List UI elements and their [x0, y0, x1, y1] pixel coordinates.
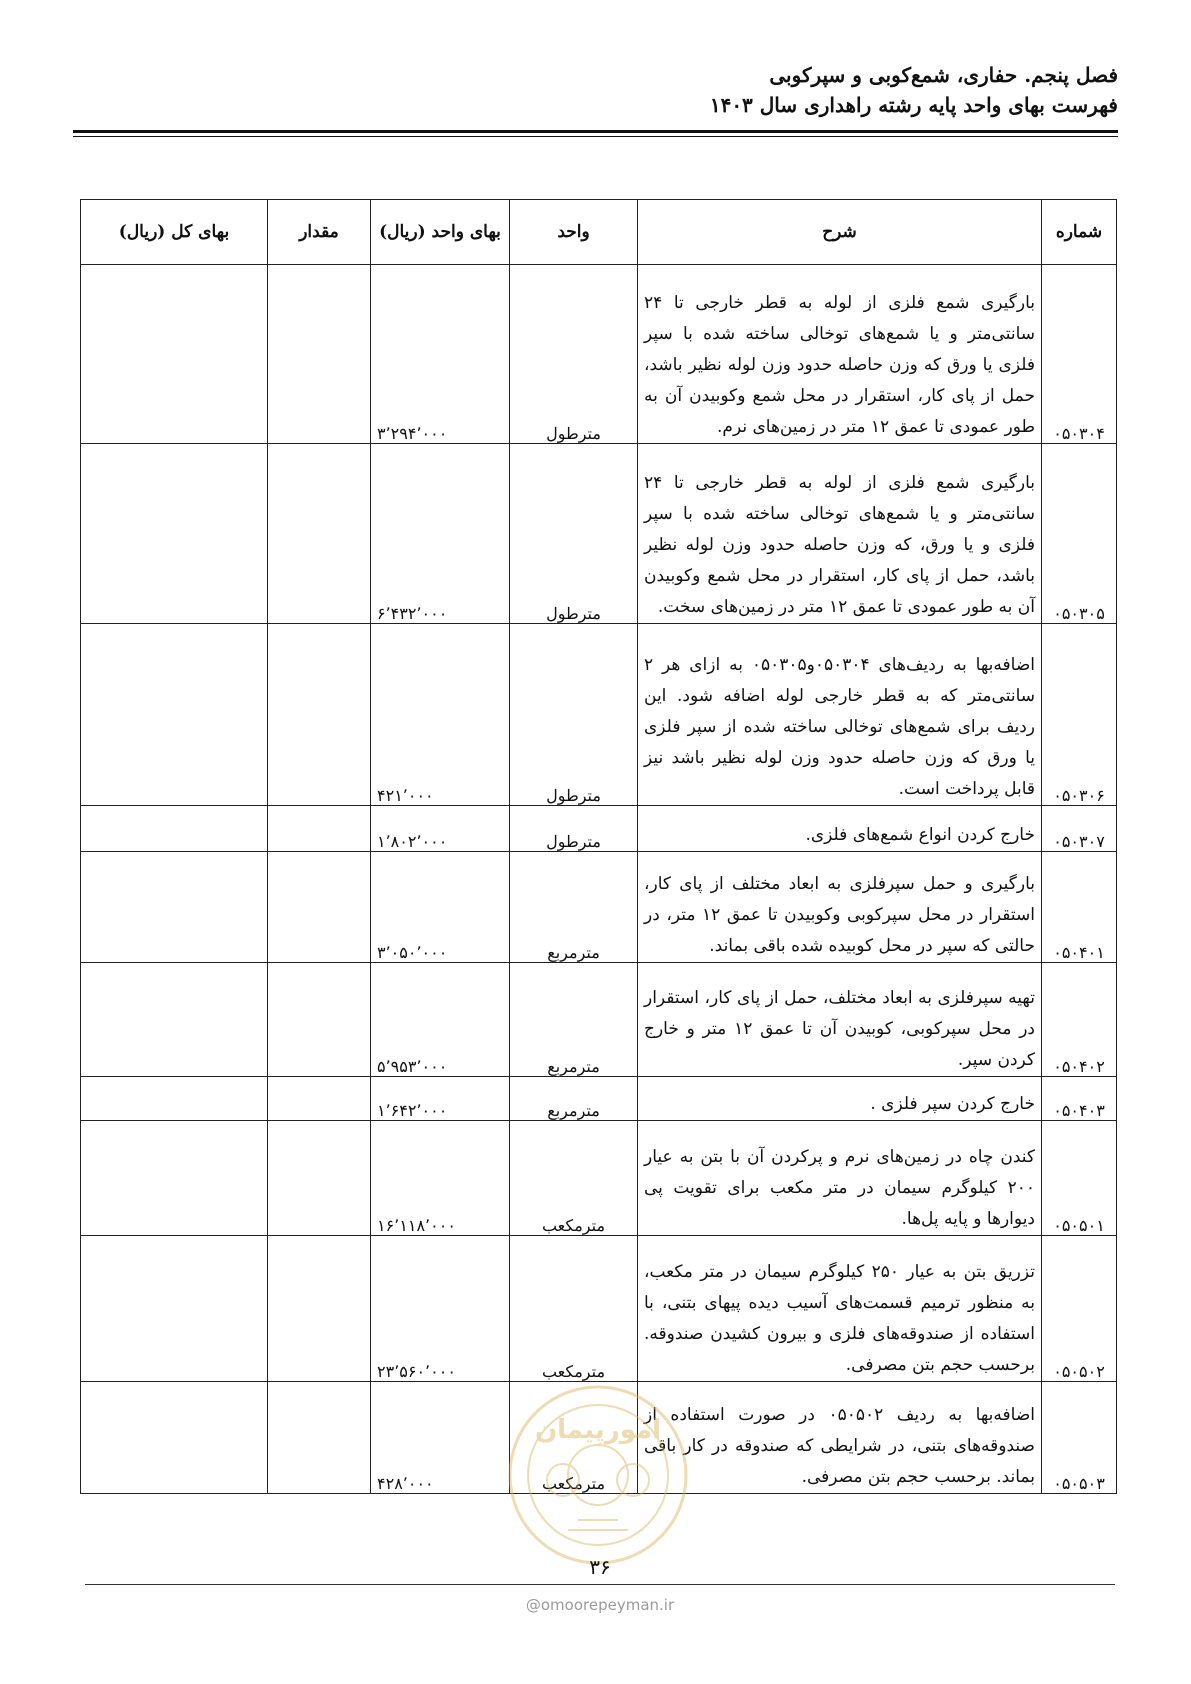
- item-quantity: [268, 1121, 371, 1236]
- item-total: [81, 624, 268, 806]
- item-code: ۰۵۰۳۰۵: [1042, 444, 1117, 624]
- price-table: [80, 199, 1117, 1494]
- table-row: [81, 444, 1117, 624]
- item-unit: مترطول: [510, 624, 638, 806]
- item-description: اضافه‌بها به ردیف ۰۵۰۵۰۲ در صورت استفاده از صندوقه‌های بتنی، در شرایطی که صندوقه در کار باقی بماند. برحسب حجم بتن مصرفی.: [638, 1382, 1042, 1494]
- item-unit-price: ۱٬۶۴۲٬۰۰۰: [371, 1077, 510, 1121]
- item-unit-price: ۶٬۴۳۲٬۰۰۰: [371, 444, 510, 624]
- item-unit-price: ۱٬۸۰۲٬۰۰۰: [371, 806, 510, 852]
- item-code: ۰۵۰۵۰۱: [1042, 1121, 1117, 1236]
- item-description: کندن چاه در زمین‌های نرم و پرکردن آن با بتن به عیار ۲۰۰ کیلوگرم سیمان در متر مکعب برای تقویت پی دیوارها و پایه پل‌ها.: [638, 1121, 1042, 1236]
- table-row: [81, 624, 1117, 806]
- item-total: [81, 963, 268, 1077]
- item-unit-price: ۴۲۱٬۰۰۰: [371, 624, 510, 806]
- item-description: تهیه سپرفلزی به ابعاد مختلف، حمل از پای کار، استقرار در محل سپرکوبی، کوبیدن آن تا عمق ۱۲ متر و خارج کردن سپر.: [638, 963, 1042, 1077]
- item-unit: مترمکعب: [510, 1121, 638, 1236]
- item-unit-price: ۱۶٬۱۱۸٬۰۰۰: [371, 1121, 510, 1236]
- header-rule-thin: [73, 136, 1118, 137]
- item-quantity: [268, 852, 371, 963]
- item-description: تزریق بتن به عیار ۲۵۰ کیلوگرم سیمان در متر مکعب، به منظور ترمیم قسمت‌های آسیب دیده پیهای بتنی، با استفاده از صندوقه‌های فلزی و بیرون کشیدن صندوقه. برحسب حجم بتن مصرفی.: [638, 1236, 1042, 1382]
- column-header-code: شماره: [1042, 200, 1117, 265]
- table-row: [81, 806, 1117, 852]
- item-quantity: [268, 1077, 371, 1121]
- item-quantity: [268, 806, 371, 852]
- item-description: بارگیری و حمل سپرفلزی به ابعاد مختلف از پای کار، استقرار در محل سپرکوبی وکوبیدن تا عمق ۱۲ متر، در حالتی که سپر در محل کوبیده شده باقی بماند.: [638, 852, 1042, 963]
- table-row: [81, 1121, 1117, 1236]
- item-code: ۰۵۰۵۰۳: [1042, 1382, 1117, 1494]
- item-total: [81, 1121, 268, 1236]
- table-row: [81, 1236, 1117, 1382]
- item-unit: مترطول: [510, 265, 638, 444]
- item-description: خارج کردن انواع شمع‌های فلزی.: [638, 806, 1042, 852]
- item-unit: مترمربع: [510, 852, 638, 963]
- item-quantity: [268, 1382, 371, 1494]
- table-header-row: [81, 200, 1117, 265]
- item-unit: مترمربع: [510, 963, 638, 1077]
- item-unit: مترطول: [510, 444, 638, 624]
- item-unit-price: ۲۳٬۵۶۰٬۰۰۰: [371, 1236, 510, 1382]
- item-total: [81, 265, 268, 444]
- footer-rule: [85, 1584, 1115, 1585]
- item-description: خارج کردن سپر فلزی .: [638, 1077, 1042, 1121]
- column-header-quantity: مقدار: [268, 200, 371, 265]
- column-header-total: بهای کل (ریال): [81, 200, 268, 265]
- item-unit-price: ۴۲۸٬۰۰۰: [371, 1382, 510, 1494]
- table-row: [81, 1077, 1117, 1121]
- page-header: [710, 60, 1118, 120]
- item-unit: مترمکعب: [510, 1382, 638, 1494]
- item-quantity: [268, 444, 371, 624]
- website-watermark: @omoorepeyman.ir: [525, 1596, 675, 1614]
- item-quantity: [268, 624, 371, 806]
- item-total: [81, 852, 268, 963]
- item-description: اضافه‌بها به ردیف‌های ۰۵۰۳۰۴و۰۵۰۳۰۵ به ازای هر ۲ سانتی‌متر که به قطر خارجی لوله اضافه شود. این ردیف برای شمع‌های توخالی ساخته شده از سپر فلزی یا ورق که وزن حاصله حدود وزن لوله نظیر باشد نیز قابل پرداخت است.: [638, 624, 1042, 806]
- price-list-title: فهرست بهای واحد پایه رشته راهداری سال ۱۴۰۳: [709, 93, 1118, 117]
- item-quantity: [268, 265, 371, 444]
- item-code: ۰۵۰۴۰۱: [1042, 852, 1117, 963]
- item-quantity: [268, 963, 371, 1077]
- item-total: [81, 1077, 268, 1121]
- item-quantity: [268, 1236, 371, 1382]
- table-row: [81, 852, 1117, 963]
- item-code: ۰۵۰۳۰۶: [1042, 624, 1117, 806]
- item-unit-price: ۳٬۲۹۴٬۰۰۰: [371, 265, 510, 444]
- item-unit-price: ۳٬۰۵۰٬۰۰۰: [371, 852, 510, 963]
- seal-text: امورپیمان: [534, 1415, 662, 1445]
- column-header-desc: شرح: [638, 200, 1042, 265]
- item-code: ۰۵۰۳۰۴: [1042, 265, 1117, 444]
- item-unit: مترمربع: [510, 1077, 638, 1121]
- column-header-unit-price: بهای واحد (ریال): [371, 200, 510, 265]
- item-unit-price: ۵٬۹۵۳٬۰۰۰: [371, 963, 510, 1077]
- item-total: [81, 1382, 268, 1494]
- chapter-title: فصل پنجم. حفاری، شمع‌کوبی و سپرکوبی: [769, 63, 1118, 87]
- header-rule-thick: [73, 130, 1118, 133]
- table-row: [81, 265, 1117, 444]
- table-row: [81, 963, 1117, 1077]
- item-unit: مترطول: [510, 806, 638, 852]
- item-code: ۰۵۰۵۰۲: [1042, 1236, 1117, 1382]
- item-code: ۰۵۰۴۰۲: [1042, 963, 1117, 1077]
- item-total: [81, 444, 268, 624]
- item-unit: مترمکعب: [510, 1236, 638, 1382]
- item-code: ۰۵۰۴۰۳: [1042, 1077, 1117, 1121]
- watermark-seal-logo: [503, 1380, 693, 1570]
- item-description: بارگیری شمع فلزی از لوله به قطر خارجی تا ۲۴ سانتی‌متر و یا شمع‌های توخالی ساخته شده با سپر فلزی یا ورق که وزن حاصله حدود وزن لوله نظیر باشد، حمل از پای کار، استقرار در محل شمع وکوبیدن آن به طور عمودی تا عمق ۱۲ متر در زمین‌های نرم.: [638, 265, 1042, 444]
- page-number: ۳۶: [589, 1555, 611, 1579]
- item-total: [81, 806, 268, 852]
- item-description: بارگیری شمع فلزی از لوله به قطر خارجی تا ۲۴ سانتی‌متر و یا شمع‌های توخالی ساخته شده با سپر فلزی و یا ورق، که وزن حاصله حدود وزن لوله نظیر باشد، حمل از پای کار، استقرار در محل شمع وکوبیدن آن به طور عمودی تا عمق ۱۲ متر در زمین‌های سخت.: [638, 444, 1042, 624]
- item-code: ۰۵۰۳۰۷: [1042, 806, 1117, 852]
- item-total: [81, 1236, 268, 1382]
- column-header-unit: واحد: [510, 200, 638, 265]
